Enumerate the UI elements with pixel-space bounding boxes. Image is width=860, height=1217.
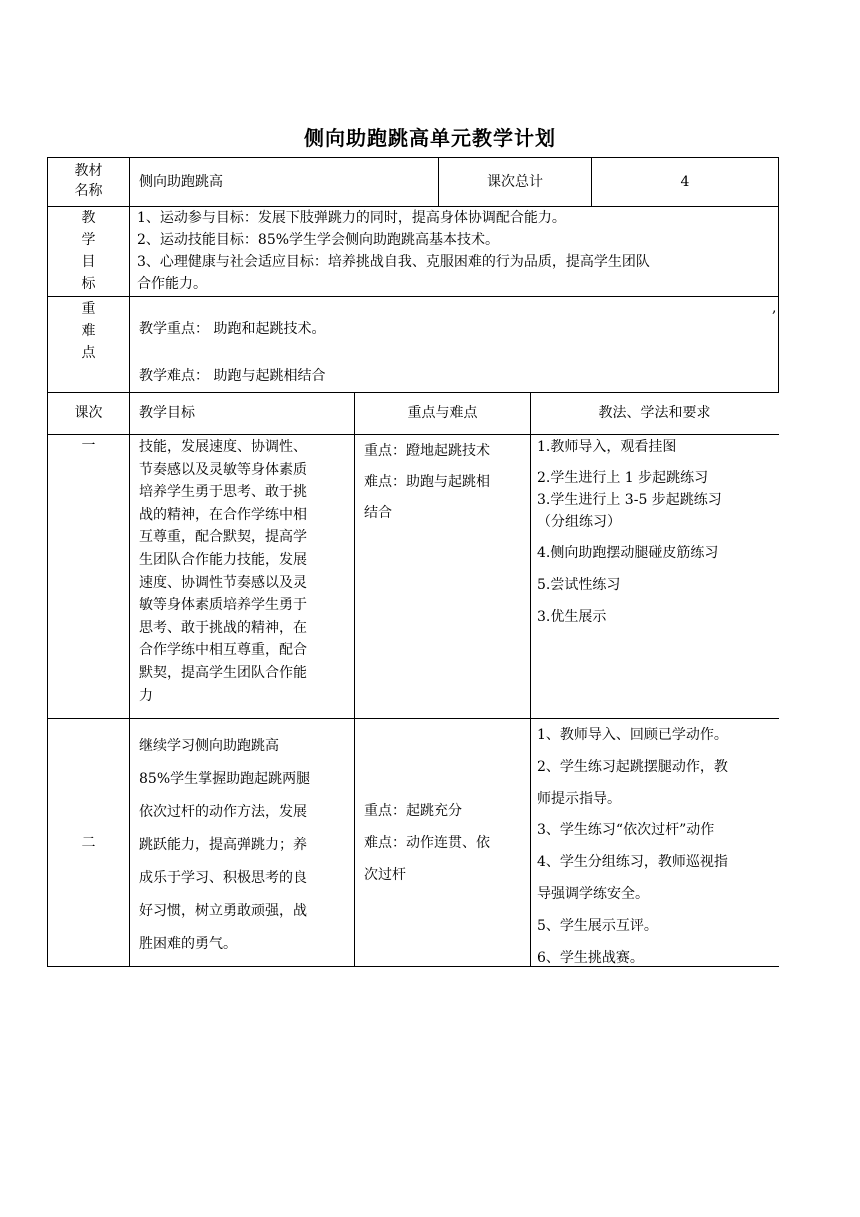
table-row-1-focus: 重点：蹬地起跳技术 难点：助跑与起跳相 结合	[364, 443, 490, 521]
table-row-1-lesson: 一	[81, 438, 96, 454]
col-lesson-header: 课次	[74, 405, 103, 421]
hard-point: 教学难点： 助跑与起跳相结合	[139, 368, 326, 384]
table-row-1-method-step: 3.优生展示	[537, 609, 607, 625]
table-row-1-objective: 技能，发展速度、协调性、 节奏感以及灵敏等身体素质 培养学生勇于思考、敢于挑 战的精神，在合作学练中相 互尊重，配合默契，提高学 生团队合作能力技能，发展 速度、协调性节奏感以及灵 敏等身体素质培养学生勇于 思考、敢于挑战的精神，在 合作学练中相互尊重，配合 默契，提高学生团队合作能 力	[139, 439, 307, 704]
table-row-1-method-step: 2.学生进行上 1 步起跳练习	[537, 470, 709, 486]
table-row-1-method-step: 4.侧向助跑摆动腿碰皮筋练习	[537, 545, 719, 561]
table-row-2-focus-line: 难点：动作连贯、依	[364, 835, 490, 851]
col-objective-header: 教学目标	[139, 405, 195, 421]
table-row-1-method-step: 1.教师导入，观看挂图	[537, 439, 677, 455]
material-label: 教材 名称	[74, 163, 103, 199]
table-row-2-method: 1、教师导入、回顾已学动作。 2、学生练习起跳摆腿动作，教 师提示指导。 3、学生练习“依次过杆”动作 4、学生分组练习，教师巡视指 导强调学练安全。 5、学生展示互评。 6、学生挑战赛。	[537, 727, 728, 966]
table-row-1-method-step: 5.尝试性练习	[537, 577, 621, 593]
table-row-1-method-step: （分组练习）	[537, 514, 621, 530]
goals-label: 教 学 目 标	[81, 210, 96, 292]
col-focus-header: 重点与难点	[407, 405, 478, 421]
lessons-total-value: 4	[680, 174, 690, 190]
page-title: 侧向助跑跳高单元教学计划	[304, 126, 556, 150]
material-value: 侧向助跑跳高	[139, 174, 223, 190]
table-row-2-lesson: 二	[81, 835, 96, 851]
col-method-header: 教法、学法和要求	[598, 405, 711, 421]
goals-text: 1、运动参与目标：发展下肢弹跳力的同时，提高身体协调配合能力。 2、运动技能目标：85%学生学会侧向助跑跳高基本技术。 3、心理健康与社会适应目标：培养挑战自我、克服困难的行为品质，提高学生团队 合作能力。	[137, 210, 650, 292]
table-row-2-focus-line: 次过杆	[364, 867, 406, 883]
difficulty-label: 重 难 点	[81, 301, 96, 361]
table-row-2-focus-line: 重点：起跳充分	[364, 803, 462, 819]
stray-comma: ,	[772, 300, 777, 316]
table-row-2-objective: 继续学习侧向助跑跳高 85%学生掌握助跑起跳两腿 依次过杆的动作方法，发展 跳跃能力，提高弹跳力；养 成乐于学习、积极思考的良 好习惯，树立勇敢顽强，战 胜困难的勇气。	[139, 738, 311, 952]
table-row-1-method-step: 3.学生进行上 3-5 步起跳练习	[537, 492, 722, 508]
key-point: 教学重点： 助跑和起跳技术。	[139, 321, 326, 337]
lessons-total-label: 课次总计	[487, 174, 543, 190]
